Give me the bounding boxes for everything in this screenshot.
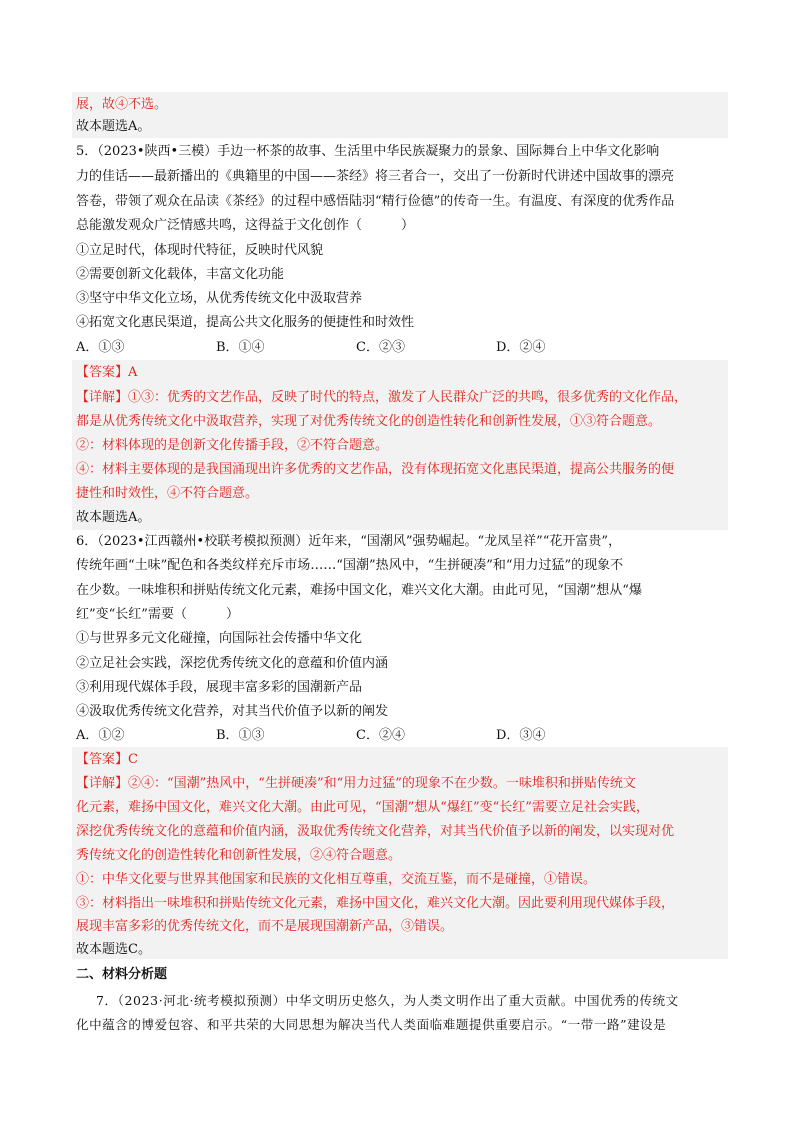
q5-option-b: B．①④ — [216, 340, 265, 355]
q6-item-4: ④汲取优秀传统文化营养，对其当代价值予以新的阐发 — [76, 704, 389, 719]
q6-stem-line-3: 在少数。一味堆积和拼贴传统文化元素，难扬中国文化，难兴文化大潮。由此可见，“国潮”想从“爆 — [76, 583, 642, 598]
section-title: 二、材料分析题 — [76, 967, 168, 982]
q6-item-3: ③利用现代媒体手段，展现丰富多彩的国潮新产品 — [76, 680, 363, 695]
q6-detail-line-3: 深挖优秀传统文化的意蕴和价值内涵，汲取优秀传统文化营养，对其当代价值予以新的阐发，以实现对优 — [76, 824, 675, 839]
q5-detail-line-1: 【详解】①③：优秀的文艺作品，反映了时代的特点，激发了人民群众广泛的共鸣，很多优秀的文化作品， — [76, 390, 688, 405]
q5-item-2: ②需要创新文化载体，丰富文化功能 — [76, 267, 285, 282]
q5-detail-line-3: ②：材料体现的是创新文化传播手段，②不符合题意。 — [76, 438, 389, 453]
q6-options — [76, 725, 636, 747]
q5-option-d: D．②④ — [496, 340, 546, 355]
prev-conclusion: 故本题选A。 — [76, 119, 151, 134]
q6-item-1: ①与世界多元文化碰撞，向国际社会传播中华文化 — [76, 631, 363, 646]
q5-conclusion: 故本题选A。 — [76, 510, 151, 525]
q6-option-c: C．②④ — [356, 728, 405, 743]
q5-answer: 【答案】A — [76, 365, 138, 380]
q6-detail-line-7: 展现丰富多彩的优秀传统文化，而不是展现国潮新产品，③错误。 — [76, 919, 454, 934]
prev-detail-tail: 展，故④不选。 — [76, 97, 168, 112]
q6-detail-line-1: 【详解】②④：“国潮”热风中，“生拼硬凑”和“用力过猛”的现象不在少数。一味堆积和拼贴传统文 — [76, 776, 636, 791]
q5-stem-line-4: 总能激发观众广泛情感共鸣，这得益于文化创作（ ） — [76, 218, 415, 233]
q7-line-2: 化中蕴含的博爱包容、和平共荣的大同思想为解决当代人类面临难题提供重要启示。“一带一路”建设是 — [76, 1017, 667, 1032]
q7-line-1: 7．（2023·河北·统考模拟预测）中华文明历史悠久，为人类文明作出了重大贡献。中国优秀的传统文 — [96, 993, 679, 1008]
q6-detail-line-4: 秀传统文化的创造性转化和创新性发展，②④符合题意。 — [76, 848, 402, 863]
q5-stem-line-2: 力的佳话——最新播出的《典籍里的中国——茶经》将三者合一，交出了一份新时代讲述中国故事的漂亮 — [76, 169, 675, 184]
q5-detail-line-5: 捷性和时效性，④不符合题意。 — [76, 486, 259, 501]
q6-stem-line-2: 传统年画“土味”配色和各类纹样充斥市场……“国潮”热风中，“生拼硬凑”和“用力过猛”的现象不 — [76, 558, 624, 573]
q5-option-c: C．②③ — [356, 340, 405, 355]
q5-detail-line-4: ④：材料主要体现的是我国涌现出许多优秀的文艺作品，没有体现拓宽文化惠民渠道，提高公共服务的便 — [76, 462, 675, 477]
q5-item-3: ③坚守中华文化立场，从优秀传统文化中汲取营养 — [76, 291, 363, 306]
q6-option-b: B．①③ — [216, 728, 265, 743]
q5-stem-line-3: 答卷，带领了观众在品读《茶经》的过程中感悟陆羽“精行俭德”的传奇一生。有温度、有深度的优秀作品 — [76, 194, 675, 209]
q5-item-4: ④拓宽文化惠民渠道，提高公共文化服务的便捷性和时效性 — [76, 315, 415, 330]
prev-answer-block — [72, 92, 728, 138]
q5-options — [76, 337, 636, 359]
q6-stem-line-1: 6．（2023•江西赣州•校联考模拟预测）近年来，“国潮风”强势崛起。“龙凤呈祥”“花开富贵”， — [76, 534, 622, 549]
q6-detail-line-2: 化元素，难扬中国文化，难兴文化大潮。由此可见，“国潮”想从“爆红”变“长红”需要立足社会实践， — [76, 800, 649, 815]
q6-option-a: A．①② — [76, 728, 125, 743]
q5-option-a: A．①③ — [76, 340, 125, 355]
q6-item-2: ②立足社会实践，深挖优秀传统文化的意蕴和价值内涵 — [76, 656, 389, 671]
q5-detail-line-2: 都是从优秀传统文化中汲取营养，实现了对优秀传统文化的创造性转化和创新性发展，①③符合题意。 — [76, 414, 662, 429]
q6-stem-line-4: 红”变“长红”需要（ ） — [76, 607, 239, 622]
q6-conclusion: 故本题选C。 — [76, 942, 151, 957]
q6-answer: 【答案】C — [76, 752, 138, 767]
q5-stem-line-1: 5．（2023•陕西•三模）手边一杯茶的故事、生活里中华民族凝聚力的景象、国际舞台上中华文化影响 — [76, 144, 660, 159]
q6-detail-line-6: ③：材料指出一味堆积和拼贴传统文化元素，难扬中国文化，难兴文化大潮。因此要利用现代媒体手段， — [76, 896, 675, 911]
q6-detail-line-5: ①：中华文化要与世界其他国家和民族的文化相互尊重，交流互鉴，而不是碰撞，①错误。 — [76, 872, 597, 887]
q6-option-d: D．③④ — [496, 728, 546, 743]
q5-item-1: ①立足时代，体现时代特征，反映时代风貌 — [76, 243, 324, 258]
